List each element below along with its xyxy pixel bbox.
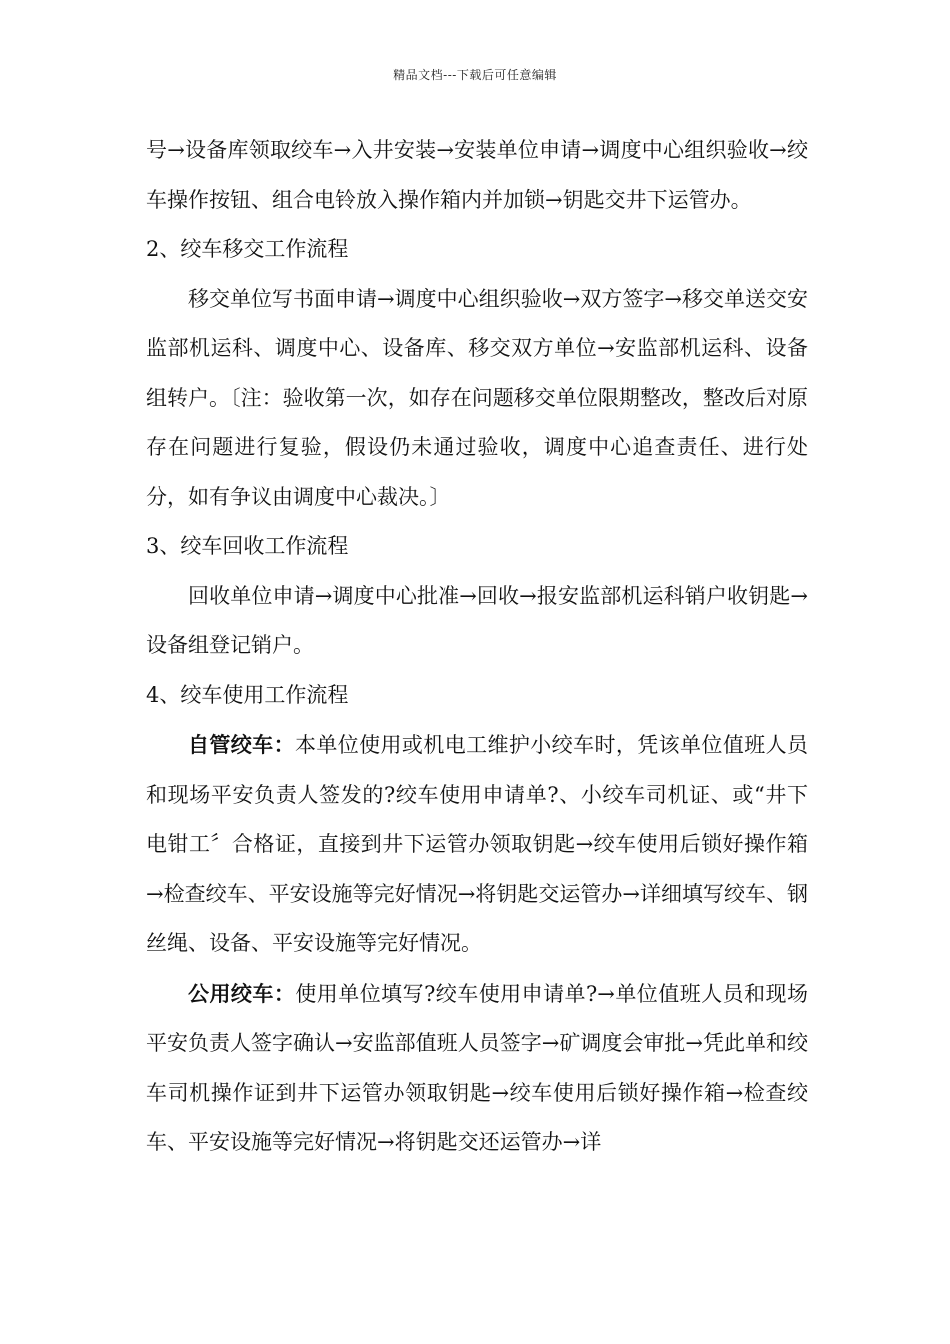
section-heading-4: 4、绞车使用工作流程: [146, 682, 349, 707]
document-body: [146, 126, 808, 1168]
section-heading-2: 2、绞车移交工作流程: [146, 237, 349, 261]
self-managed-winch-text: 本单位使用或机电工维护小绞车时，凭该单位值班人员和现场平安负责人签发的?绞车使用申请单?、小绞车司机证、或“井下电钳工〞合格证，直接到井下运管办领取钥匙→绞车使用后锁好操作箱→检查绞车、平安设施等完好情况→将钥匙交运管办→详细填写绞车、钢丝绳、设备、平安设施等完好情况。: [146, 733, 809, 955]
self-managed-winch-label: 自管绞车：: [188, 732, 295, 757]
paragraph-3: 回收单位申请→调度中心批准→回收→报安监部机运科销户收钥匙→设备组登记销户。: [146, 583, 808, 657]
paragraph-self-managed-winch: [146, 720, 808, 969]
page-header: 精品文档---下载后可任意编辑: [393, 68, 557, 82]
public-winch-text: 使用单位填写?绞车使用申请单?→单位值班人员和现场平安负责人签字确认→安监部值班人员签字→矿调度会审批→凭此单和绞车司机操作证到井下运管办领取钥匙→绞车使用后锁好操作箱→检查绞车、平安设施等完好情况→将钥匙交还运管办→详: [146, 981, 808, 1154]
paragraph-public-winch: [146, 969, 808, 1168]
paragraph-2: 移交单位写书面申请→调度中心组织验收→双方签字→移交单送交安监部机运科、调度中心、设备库、移交双方单位→安监部机运科、设备组转户。〔注：验收第一次，如存在问题移交单位限期整改，整改后对原存在问题进行复验，假设仍未通过验收，调度中心追查责任、进行处分，如有争议由调度中心裁决。〕: [146, 286, 808, 509]
public-winch-label: 公用绞车：: [188, 980, 296, 1006]
section-heading-3: 3、绞车回收工作流程: [146, 534, 349, 558]
paragraph-1: 号→设备库领取绞车→入井安装→安装单位申请→调度中心组织验收→绞车操作按钮、组合电铃放入操作箱内并加锁→钥匙交井下运管办。: [146, 138, 808, 212]
